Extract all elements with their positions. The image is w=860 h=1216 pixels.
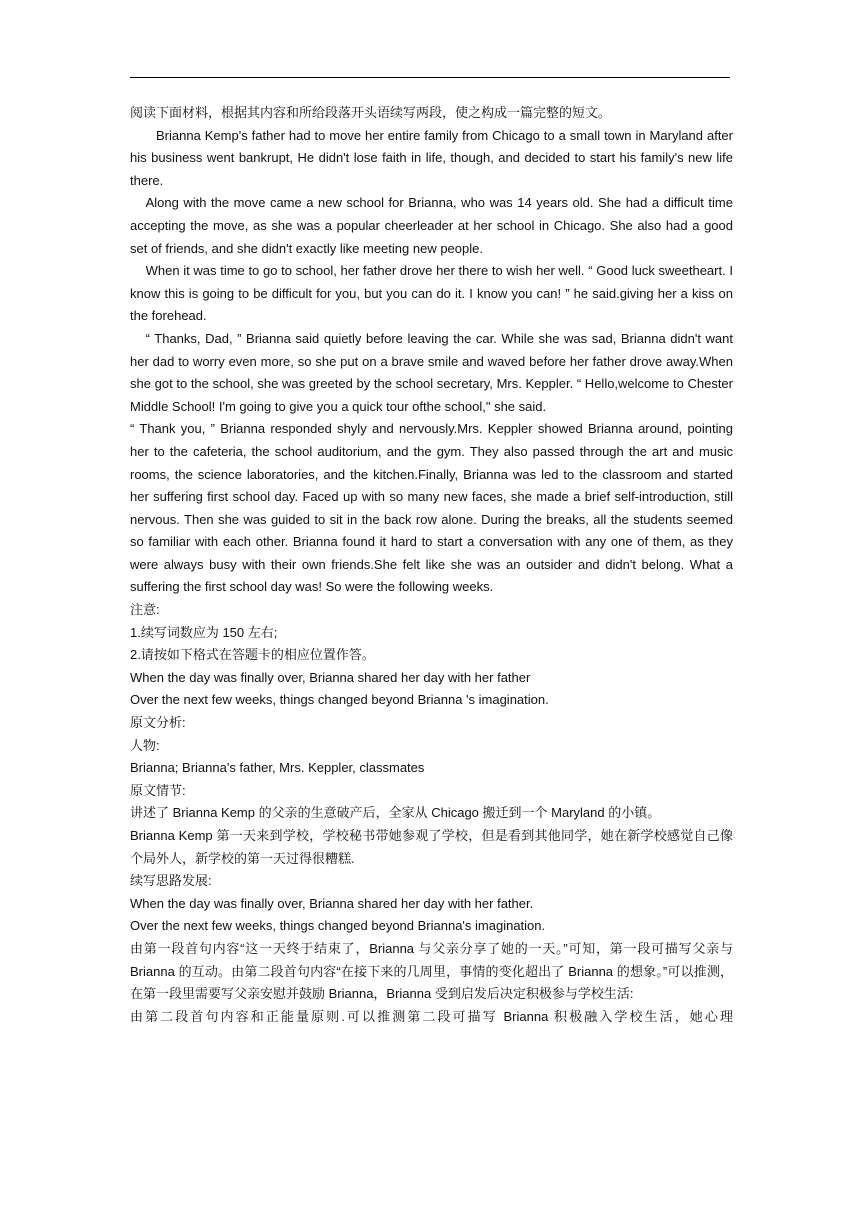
- header-rule: [130, 77, 730, 78]
- development-line-2: Over the next few weeks, things changed beyond Brianna's imagination.: [130, 918, 546, 934]
- notes-item-1: 1.续写词数应为 150 左右;: [130, 624, 278, 640]
- story-paragraph-5: “ Thank you, ” Brianna responded shyly and nervously.Mrs. Keppler showed Brianna around, pointing her to the cafeteria, the school auditorium, and the gym. They also passed through the art and music rooms, the science laboratories, and the kitchen.Finally, Brianna was led to the classroom and started her suffering first school day. Faced up with so many new faces, she made a brief self-introduction, still nervous. Then she was guided to sit in the back row alone. During the breaks, all the students seemed so familiar with each other. Brianna found it hard to start a conversation with any one of them, as they were always busy with their own friends.She felt like she was an outsider and didn't belong. What a suffering the first school day was! So were the following weeks.: [130, 421, 733, 595]
- notes-item-2: 2.请按如下格式在答题卡的相应位置作答。: [130, 647, 375, 663]
- characters-list: Brianna; Brianna's father, Mrs. Keppler, classmates: [130, 760, 425, 776]
- document-body: [130, 102, 733, 1028]
- development-label: 续写思路发展:: [130, 873, 212, 889]
- analysis-paragraph-2: 由第二段首句内容和正能量原则.可以推测第二段可描写 Brianna 积极融入学校生活，她心理: [130, 1008, 733, 1024]
- plot-line-2: Brianna Kemp 第一天来到学校，学校秘书带她参观了学校，但是看到其他同学，她在新学校感觉自己像个局外人，新学校的第一天过得很糟糕.: [130, 828, 733, 866]
- plot-line-1: 讲述了 Brianna Kemp 的父亲的生意破产后，全家从 Chicago 搬迁到一个 Maryland 的小镇。: [130, 805, 661, 821]
- development-line-1: When the day was finally over, Brianna shared her day with her father.: [130, 895, 534, 911]
- analysis-heading: 原文分析:: [130, 715, 186, 731]
- analysis-paragraph-1: 由第一段首句内容“这一天终于结束了，Brianna 与父亲分享了她的一天。”可知，第一段可描写父亲与 Brianna 的互动。由第二段首句内容“在接下来的几周里，事情的变化超出了 Brianna 的想象。”可以推测，在第一段里需要写父亲安慰并鼓励 Brianna，Brianna 受到启发后决定积极参与学校生活:: [130, 940, 733, 1002]
- story-paragraph-2: Along with the move came a new school for Brianna, who was 14 years old. She had a difficult time accepting the move, as she was a popular cheerleader at her school in Chicago. She also had a good set of friends, and she didn't exactly like meeting new people.: [130, 195, 733, 256]
- story-paragraph-3: When it was time to go to school, her father drove her there to wish her well. “ Good luck sweetheart. I know this is going to be difficult for you, but you can do it. I know you can! ” he said.giving her a kiss on the forehead.: [130, 263, 733, 324]
- plot-label: 原文情节:: [130, 782, 186, 798]
- notes-heading: 注意:: [130, 602, 160, 618]
- instruction-text: 阅读下面材料，根据其内容和所给段落开头语续写两段，使之构成一篇完整的短文。: [130, 105, 612, 120]
- story-paragraph-1: Brianna Kemp's father had to move her entire family from Chicago to a small town in Maryland after his business went bankrupt, He didn't lose faith in life, though, and decided to start his family's new life there.: [130, 127, 733, 188]
- continuation-start-1: When the day was finally over, Brianna shared her day with her father: [130, 669, 531, 685]
- story-paragraph-4: “ Thanks, Dad, ” Brianna said quietly before leaving the car. While she was sad, Brianna didn't want her dad to worry even more, so she put on a brave smile and waved before her father drove away.When she got to the school, she was greeted by the school secretary, Mrs. Keppler. “ Hello,welcome to Chester Middle School! I'm going to give you a quick tour ofthe school," she said.: [130, 330, 733, 414]
- continuation-start-2: Over the next few weeks, things changed beyond Brianna 's imagination.: [130, 692, 549, 708]
- characters-label: 人物:: [130, 737, 160, 753]
